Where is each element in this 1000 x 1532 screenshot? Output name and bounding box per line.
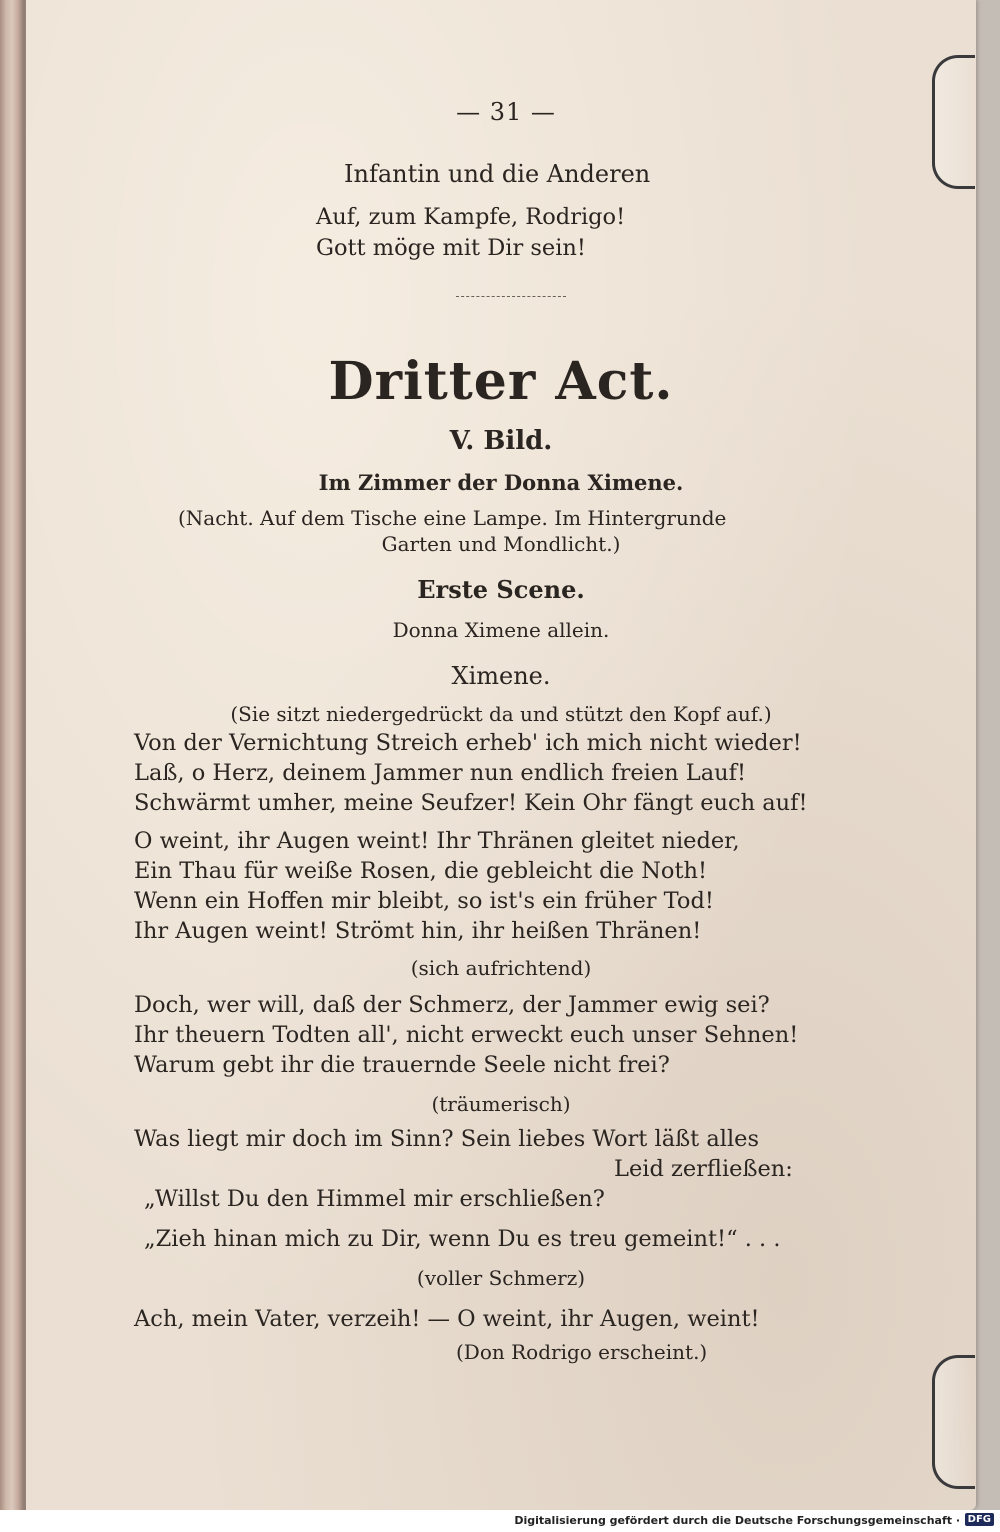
act-title: Dritter Act. — [328, 351, 674, 412]
book-clip-bottom — [932, 1355, 975, 1489]
stage-direction: (träumerisch) — [431, 1092, 571, 1116]
footer-bar — [0, 1510, 1000, 1532]
verse-line: Von der Vernichtung Streich erheb' ich mich nicht wieder! — [134, 730, 802, 756]
funding-credit: Digitalisierung gefördert durch die Deutsche Forschungsgemeinschaft · — [514, 1514, 960, 1527]
verse-line: „Zieh hinan mich zu Dir, wenn Du es treu gemeint!“ . . . — [144, 1226, 781, 1252]
stage-direction: (Nacht. Auf dem Tische eine Lampe. Im Hintergrunde — [178, 506, 727, 530]
adjacent-page-edge — [0, 0, 28, 1532]
cast-line: Donna Ximene allein. — [392, 618, 610, 642]
verse-line: O weint, ihr Augen weint! Ihr Thränen gleitet nieder, — [134, 828, 740, 854]
stage-direction: (Don Rodrigo erscheint.) — [456, 1340, 708, 1364]
stage-direction: (voller Schmerz) — [416, 1266, 586, 1290]
verse-line: Wenn ein Hoffen mir bleibt, so ist's ein früher Tod! — [134, 888, 714, 914]
verse-line: Gott möge mit Dir sein! — [316, 235, 586, 261]
stage-direction: (sich aufrichtend) — [410, 956, 592, 980]
verse-line: Auf, zum Kampfe, Rodrigo! — [316, 204, 626, 230]
verse-line: Ein Thau für weiße Rosen, die gebleicht die Noth! — [134, 858, 708, 884]
verse-line: „Willst Du den Himmel mir erschließen? — [144, 1186, 605, 1212]
speaker-ximene: Ximene. — [451, 662, 551, 690]
verse-line-continuation: Leid zerfließen: — [614, 1156, 793, 1182]
book-page — [26, 0, 976, 1510]
verse-line: Ach, mein Vater, verzeih! — O weint, ihr Augen, weint! — [134, 1306, 760, 1332]
stage-direction: (Sie sitzt niedergedrückt da und stützt den Kopf auf.) — [230, 702, 772, 726]
page-number: — 31 — — [456, 98, 556, 126]
speaker-infantin: Infantin und die Anderen — [344, 160, 651, 188]
verse-line: Doch, wer will, daß der Schmerz, der Jammer ewig sei? — [134, 992, 770, 1018]
verse-line: Schwärmt umher, meine Seufzer! Kein Ohr fängt euch auf! — [134, 790, 808, 816]
verse-line: Ihr theuern Todten all', nicht erweckt euch unser Sehnen! — [134, 1022, 799, 1048]
stage-direction: Garten und Mondlicht.) — [381, 532, 621, 556]
verse-line: Ihr Augen weint! Strömt hin, ihr heißen Thränen! — [134, 918, 702, 944]
book-clip-top — [932, 55, 975, 189]
scene-heading: Erste Scene. — [417, 575, 585, 604]
section-divider — [456, 296, 566, 300]
dfg-logo: DFG — [965, 1513, 994, 1526]
verse-line: Was liegt mir doch im Sinn? Sein liebes Wort läßt alles — [134, 1126, 760, 1152]
setting-heading: Im Zimmer der Donna Ximene. — [318, 470, 684, 495]
verse-line: Laß, o Herz, deinem Jammer nun endlich freien Lauf! — [134, 760, 747, 786]
verse-line: Warum gebt ihr die trauernde Seele nicht frei? — [134, 1052, 670, 1078]
bild-heading: V. Bild. — [449, 426, 553, 456]
